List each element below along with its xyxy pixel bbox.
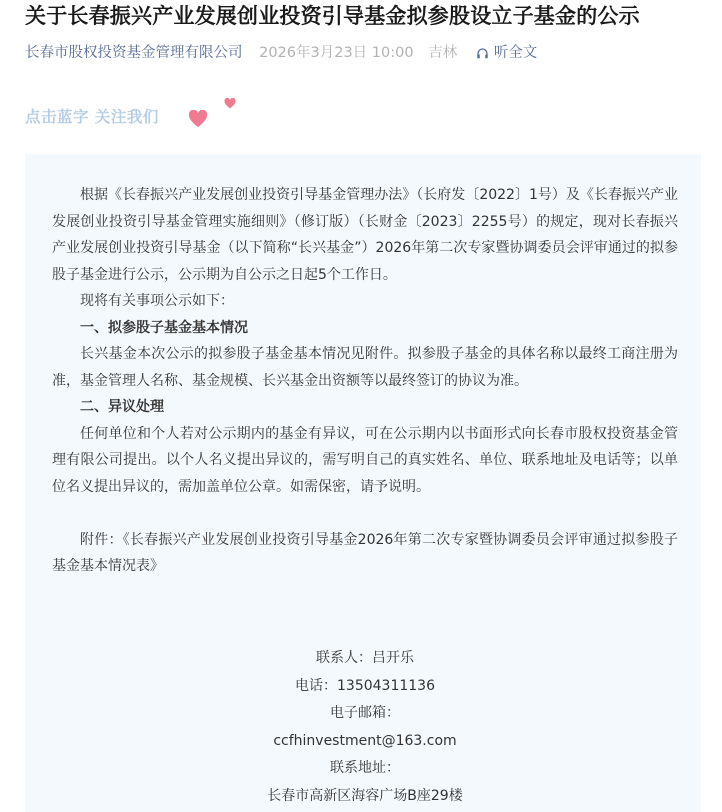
- contact-block: [52, 645, 678, 810]
- author-location: 吉林: [428, 45, 458, 61]
- contact-person: 联系人：吕开乐: [316, 650, 414, 666]
- body-paragraph: 任何单位和个人若对公示期内的基金有异议，可在公示期内以书面形式向长春市股权投资基金管理有限公司提出。以个人名义提出异议的，需写明自己的真实姓名、单位、联系地址及电话等；以单位名义提出异议的，需加盖单位公章。如需保密，请予说明。: [52, 425, 678, 495]
- body-paragraph: 现将有关事项公示如下：: [80, 293, 234, 309]
- article-title: 关于长春振兴产业发展创业投资引导基金拟参股设立子基金的公示: [25, 4, 640, 28]
- follow-us-banner[interactable]: 点击蓝字 关注我们: [25, 108, 159, 126]
- article-meta: [25, 42, 537, 64]
- headphones-icon: [476, 47, 489, 60]
- contact-address-label: 联系地址：: [330, 760, 400, 776]
- listen-full-text-button[interactable]: [476, 42, 538, 64]
- attachment-note: 附件：《长春振兴产业发展创业投资引导基金2026年第二次专家暨协调委员会评审通过拟参股子基金基本情况表》: [52, 531, 678, 574]
- contact-address: 长春市高新区海容广场B座29楼: [267, 787, 463, 804]
- body-paragraph: 根据《长春振兴产业发展创业投资引导基金管理办法》（长府发〔2022〕1号）及《长春振兴产业发展创业投资引导基金管理实施细则》（修订版）（长财金〔2023〕2255号）的规定，现对长春振兴产业发展创业投资引导基金（以下简称“长兴基金”）2026年第二次专家暨协调委员会评审通过的拟参股子基金进行公示，公示期为自公示之日起5个工作日。: [52, 187, 678, 283]
- contact-email-label: 电子邮箱：: [330, 705, 400, 721]
- body-paragraph: 长兴基金本次公示的拟参股子基金基本情况见附件。拟参股子基金的具体名称以最终工商注册为准，基金管理人名称、基金规模、长兴基金出资额等以最终签订的协议为准。: [52, 346, 678, 389]
- section-heading: 二、异议处理: [80, 399, 164, 415]
- small-heart-icon: [224, 94, 236, 113]
- article-body: [52, 182, 678, 580]
- account-name-link[interactable]: 长春市股权投资基金管理有限公司: [25, 45, 243, 61]
- section-heading: 一、拟参股子基金基本情况: [80, 319, 248, 336]
- listen-label: 听全文: [493, 45, 538, 61]
- heart-icon: [188, 110, 208, 132]
- publish-date: 2026年3月23日 10:00: [259, 45, 414, 61]
- contact-email: ccfhinvestment@163.com: [273, 732, 457, 749]
- contact-phone: 电话：13504311136: [295, 677, 435, 694]
